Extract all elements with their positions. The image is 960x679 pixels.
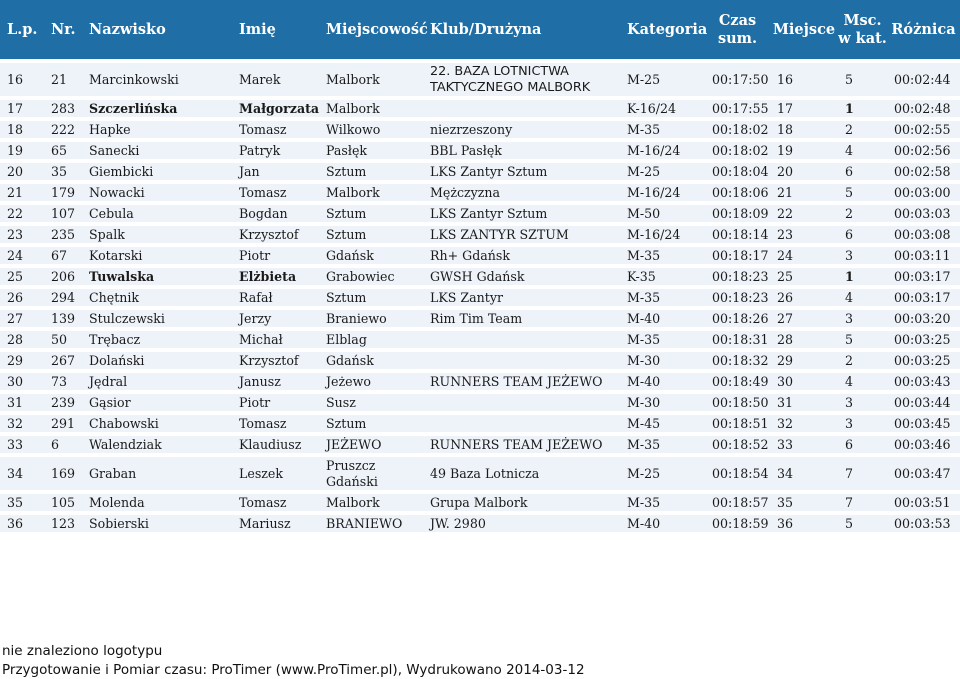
- cell-czas: 00:18:17: [705, 247, 770, 264]
- cell-czas: 00:18:06: [705, 184, 770, 201]
- cell-miejsce: 22: [770, 205, 838, 222]
- cell-nazwisko: Cebula: [82, 205, 232, 222]
- cell-roznica: 00:03:46: [887, 436, 960, 453]
- cell-imie: Jan: [232, 163, 319, 180]
- cell-lp: 18: [0, 121, 44, 138]
- cell-msc: 6: [838, 226, 887, 243]
- cell-imie: Małgorzata: [232, 100, 319, 117]
- cell-nr: 50: [44, 331, 82, 348]
- cell-czas: 00:18:04: [705, 163, 770, 180]
- cell-msc: 6: [838, 436, 887, 453]
- cell-nazwisko: Stulczewski: [82, 310, 232, 327]
- cell-lp: 23: [0, 226, 44, 243]
- header-row: [0, 0, 960, 59]
- cell-nr: 105: [44, 494, 82, 511]
- cell-miejscowosc: Pruszcz Gdański: [319, 457, 423, 490]
- cell-kategoria: K-35: [620, 268, 705, 285]
- cell-miejsce: 19: [770, 142, 838, 159]
- cell-kategoria: M-16/24: [620, 142, 705, 159]
- cell-miejscowosc: Grabowiec: [319, 268, 423, 285]
- col-header-miejscowosc: Miejscowość: [319, 0, 423, 59]
- cell-czas: 00:18:54: [705, 457, 770, 490]
- cell-nr: 21: [44, 63, 82, 96]
- cell-roznica: 00:03:51: [887, 494, 960, 511]
- table-row: [0, 494, 960, 511]
- cell-miejscowosc: Sztum: [319, 163, 423, 180]
- cell-imie: Tomasz: [232, 121, 319, 138]
- col-header-klub: Klub/Drużyna: [423, 0, 620, 59]
- table-row: [0, 436, 960, 453]
- table-row: [0, 289, 960, 306]
- cell-klub: RUNNERS TEAM JEŻEWO: [423, 436, 620, 453]
- table-row: [0, 205, 960, 222]
- cell-lp: 29: [0, 352, 44, 369]
- cell-nazwisko: Giembicki: [82, 163, 232, 180]
- cell-klub: [423, 100, 620, 117]
- cell-msc: 5: [838, 331, 887, 348]
- table-row: [0, 63, 960, 96]
- cell-imie: Jerzy: [232, 310, 319, 327]
- cell-imie: Tomasz: [232, 494, 319, 511]
- cell-klub: LKS ZANTYR SZTUM: [423, 226, 620, 243]
- cell-czas: 00:18:49: [705, 373, 770, 390]
- cell-nazwisko: Nowacki: [82, 184, 232, 201]
- cell-klub: Rim Tim Team: [423, 310, 620, 327]
- cell-nazwisko: Jędral: [82, 373, 232, 390]
- cell-czas: 00:17:50: [705, 63, 770, 96]
- cell-imie: Leszek: [232, 457, 319, 490]
- cell-klub: [423, 352, 620, 369]
- cell-msc: 3: [838, 394, 887, 411]
- cell-nazwisko: Graban: [82, 457, 232, 490]
- cell-imie: Janusz: [232, 373, 319, 390]
- cell-kategoria: M-35: [620, 436, 705, 453]
- footer-credits: Przygotowanie i Pomiar czasu: ProTimer (www.ProTimer.pl), Wydrukowano 2014-03-12: [2, 662, 585, 678]
- cell-imie: Piotr: [232, 247, 319, 264]
- cell-klub: [423, 394, 620, 411]
- cell-czas: 00:18:32: [705, 352, 770, 369]
- cell-roznica: 00:03:25: [887, 352, 960, 369]
- cell-miejscowosc: Sztum: [319, 205, 423, 222]
- cell-lp: 28: [0, 331, 44, 348]
- cell-nr: 67: [44, 247, 82, 264]
- table-row: [0, 310, 960, 327]
- col-header-imie: Imię: [232, 0, 319, 59]
- cell-msc: 4: [838, 142, 887, 159]
- cell-czas: 00:17:55: [705, 100, 770, 117]
- cell-lp: 33: [0, 436, 44, 453]
- cell-msc: 5: [838, 63, 887, 96]
- cell-msc: 6: [838, 163, 887, 180]
- cell-roznica: 00:02:44: [887, 63, 960, 96]
- cell-lp: 20: [0, 163, 44, 180]
- cell-msc: 2: [838, 205, 887, 222]
- cell-klub: GWSH Gdańsk: [423, 268, 620, 285]
- cell-miejsce: 16: [770, 63, 838, 96]
- cell-nazwisko: Walendziak: [82, 436, 232, 453]
- table-row: [0, 100, 960, 117]
- cell-kategoria: M-45: [620, 415, 705, 432]
- cell-miejscowosc: BRANIEWO: [319, 515, 423, 532]
- cell-nr: 179: [44, 184, 82, 201]
- cell-miejsce: 20: [770, 163, 838, 180]
- table-row: [0, 268, 960, 285]
- cell-imie: Mariusz: [232, 515, 319, 532]
- cell-klub: [423, 331, 620, 348]
- cell-klub: LKS Zantyr Sztum: [423, 205, 620, 222]
- cell-miejscowosc: Malbork: [319, 100, 423, 117]
- cell-nazwisko: Chętnik: [82, 289, 232, 306]
- cell-msc: 5: [838, 184, 887, 201]
- cell-miejscowosc: Sztum: [319, 415, 423, 432]
- cell-lp: 31: [0, 394, 44, 411]
- cell-nr: 222: [44, 121, 82, 138]
- cell-nr: 206: [44, 268, 82, 285]
- cell-kategoria: M-40: [620, 373, 705, 390]
- cell-nr: 294: [44, 289, 82, 306]
- cell-klub: RUNNERS TEAM JEŻEWO: [423, 373, 620, 390]
- cell-nazwisko: Spalk: [82, 226, 232, 243]
- cell-nr: 123: [44, 515, 82, 532]
- cell-klub: Grupa Malbork: [423, 494, 620, 511]
- cell-kategoria: M-16/24: [620, 184, 705, 201]
- cell-miejsce: 32: [770, 415, 838, 432]
- cell-roznica: 00:03:03: [887, 205, 960, 222]
- cell-miejscowosc: Malbork: [319, 184, 423, 201]
- cell-miejscowosc: Braniewo: [319, 310, 423, 327]
- cell-miejscowosc: Sztum: [319, 289, 423, 306]
- cell-miejscowosc: Sztum: [319, 226, 423, 243]
- cell-msc: 4: [838, 289, 887, 306]
- cell-czas: 00:18:51: [705, 415, 770, 432]
- cell-imie: Marek: [232, 63, 319, 96]
- cell-miejscowosc: Gdańsk: [319, 247, 423, 264]
- cell-roznica: 00:03:08: [887, 226, 960, 243]
- cell-klub: Rh+ Gdańsk: [423, 247, 620, 264]
- col-header-czas: Czas sum.: [705, 0, 770, 59]
- cell-msc: 1: [838, 268, 887, 285]
- cell-imie: Rafał: [232, 289, 319, 306]
- cell-nazwisko: Gąsior: [82, 394, 232, 411]
- cell-nr: 73: [44, 373, 82, 390]
- cell-miejsce: 35: [770, 494, 838, 511]
- cell-miejscowosc: Malbork: [319, 63, 423, 96]
- cell-msc: 7: [838, 494, 887, 511]
- cell-kategoria: M-40: [620, 310, 705, 327]
- cell-kategoria: M-16/24: [620, 226, 705, 243]
- cell-lp: 34: [0, 457, 44, 490]
- cell-kategoria: M-30: [620, 394, 705, 411]
- cell-msc: 3: [838, 247, 887, 264]
- cell-miejscowosc: Wilkowo: [319, 121, 423, 138]
- cell-klub: LKS Zantyr: [423, 289, 620, 306]
- cell-roznica: 00:03:45: [887, 415, 960, 432]
- col-header-kategoria: Kategoria: [620, 0, 705, 59]
- cell-nazwisko: Hapke: [82, 121, 232, 138]
- cell-klub: 22. BAZA LOTNICTWA TAKTYCZNEGO MALBORK: [423, 63, 620, 96]
- cell-nr: 139: [44, 310, 82, 327]
- cell-klub: JW. 2980: [423, 515, 620, 532]
- cell-nazwisko: Molenda: [82, 494, 232, 511]
- cell-imie: Tomasz: [232, 415, 319, 432]
- cell-miejsce: 25: [770, 268, 838, 285]
- cell-miejsce: 31: [770, 394, 838, 411]
- table-row: [0, 352, 960, 369]
- cell-roznica: 00:03:25: [887, 331, 960, 348]
- cell-roznica: 00:02:48: [887, 100, 960, 117]
- cell-nazwisko: Chabowski: [82, 415, 232, 432]
- cell-roznica: 00:03:17: [887, 268, 960, 285]
- cell-czas: 00:18:23: [705, 289, 770, 306]
- cell-miejsce: 36: [770, 515, 838, 532]
- cell-miejsce: 17: [770, 100, 838, 117]
- cell-nr: 239: [44, 394, 82, 411]
- cell-miejsce: 28: [770, 331, 838, 348]
- cell-imie: Krzysztof: [232, 352, 319, 369]
- cell-miejsce: 34: [770, 457, 838, 490]
- col-header-miejsce: Miejsce: [770, 0, 838, 59]
- cell-msc: 3: [838, 415, 887, 432]
- cell-lp: 35: [0, 494, 44, 511]
- cell-kategoria: K-16/24: [620, 100, 705, 117]
- cell-miejsce: 29: [770, 352, 838, 369]
- cell-lp: 25: [0, 268, 44, 285]
- cell-roznica: 00:02:58: [887, 163, 960, 180]
- cell-nazwisko: Dolański: [82, 352, 232, 369]
- cell-czas: 00:18:02: [705, 121, 770, 138]
- cell-lp: 26: [0, 289, 44, 306]
- cell-nr: 107: [44, 205, 82, 222]
- cell-lp: 17: [0, 100, 44, 117]
- cell-miejscowosc: Susz: [319, 394, 423, 411]
- cell-klub: 49 Baza Lotnicza: [423, 457, 620, 490]
- table-row: [0, 121, 960, 138]
- cell-czas: 00:18:26: [705, 310, 770, 327]
- cell-nazwisko: Kotarski: [82, 247, 232, 264]
- table-row: [0, 394, 960, 411]
- cell-nr: 169: [44, 457, 82, 490]
- cell-imie: Krzysztof: [232, 226, 319, 243]
- cell-msc: 4: [838, 373, 887, 390]
- cell-klub: LKS Zantyr Sztum: [423, 163, 620, 180]
- cell-imie: Bogdan: [232, 205, 319, 222]
- cell-roznica: 00:03:43: [887, 373, 960, 390]
- cell-klub: Mężczyzna: [423, 184, 620, 201]
- cell-czas: 00:18:31: [705, 331, 770, 348]
- cell-miejscowosc: Gdańsk: [319, 352, 423, 369]
- cell-klub: niezrzeszony: [423, 121, 620, 138]
- cell-nr: 35: [44, 163, 82, 180]
- cell-lp: 19: [0, 142, 44, 159]
- cell-miejsce: 21: [770, 184, 838, 201]
- cell-kategoria: M-35: [620, 331, 705, 348]
- col-header-msc-kat: Msc. w kat.: [838, 0, 887, 59]
- cell-msc: 7: [838, 457, 887, 490]
- cell-lp: 36: [0, 515, 44, 532]
- cell-msc: 3: [838, 310, 887, 327]
- table-row: [0, 331, 960, 348]
- cell-roznica: 00:03:11: [887, 247, 960, 264]
- table-row: [0, 184, 960, 201]
- cell-imie: Patryk: [232, 142, 319, 159]
- cell-roznica: 00:03:20: [887, 310, 960, 327]
- cell-kategoria: M-25: [620, 163, 705, 180]
- cell-nr: 235: [44, 226, 82, 243]
- cell-nazwisko: Trębacz: [82, 331, 232, 348]
- cell-lp: 21: [0, 184, 44, 201]
- cell-nr: 6: [44, 436, 82, 453]
- cell-kategoria: M-35: [620, 247, 705, 264]
- cell-miejscowosc: Pasłęk: [319, 142, 423, 159]
- cell-kategoria: M-35: [620, 494, 705, 511]
- cell-kategoria: M-25: [620, 457, 705, 490]
- table-row: [0, 226, 960, 243]
- cell-lp: 24: [0, 247, 44, 264]
- cell-miejsce: 18: [770, 121, 838, 138]
- cell-czas: 00:18:14: [705, 226, 770, 243]
- table-row: [0, 457, 960, 490]
- cell-lp: 27: [0, 310, 44, 327]
- cell-roznica: 00:03:47: [887, 457, 960, 490]
- cell-kategoria: M-30: [620, 352, 705, 369]
- cell-czas: 00:18:09: [705, 205, 770, 222]
- cell-lp: 32: [0, 415, 44, 432]
- cell-miejscowosc: Malbork: [319, 494, 423, 511]
- table-row: [0, 515, 960, 532]
- cell-miejsce: 33: [770, 436, 838, 453]
- cell-roznica: 00:03:00: [887, 184, 960, 201]
- cell-czas: 00:18:23: [705, 268, 770, 285]
- cell-imie: Michał: [232, 331, 319, 348]
- cell-roznica: 00:02:55: [887, 121, 960, 138]
- cell-nazwisko: Sanecki: [82, 142, 232, 159]
- col-header-nr: Nr.: [44, 0, 82, 59]
- cell-kategoria: M-50: [620, 205, 705, 222]
- cell-miejscowosc: Elblag: [319, 331, 423, 348]
- cell-kategoria: M-25: [620, 63, 705, 96]
- table-row: [0, 163, 960, 180]
- cell-nr: 291: [44, 415, 82, 432]
- cell-imie: Elżbieta: [232, 268, 319, 285]
- table-row: [0, 373, 960, 390]
- cell-kategoria: M-35: [620, 289, 705, 306]
- cell-czas: 00:18:52: [705, 436, 770, 453]
- table-row: [0, 142, 960, 159]
- cell-roznica: 00:03:44: [887, 394, 960, 411]
- cell-czas: 00:18:02: [705, 142, 770, 159]
- cell-lp: 16: [0, 63, 44, 96]
- cell-nazwisko: Marcinkowski: [82, 63, 232, 96]
- cell-imie: Piotr: [232, 394, 319, 411]
- cell-nr: 267: [44, 352, 82, 369]
- cell-kategoria: M-40: [620, 515, 705, 532]
- cell-imie: Klaudiusz: [232, 436, 319, 453]
- cell-lp: 30: [0, 373, 44, 390]
- cell-miejscowosc: Jeżewo: [319, 373, 423, 390]
- cell-nr: 65: [44, 142, 82, 159]
- cell-klub: [423, 415, 620, 432]
- cell-miejsce: 30: [770, 373, 838, 390]
- table-row: [0, 415, 960, 432]
- cell-czas: 00:18:59: [705, 515, 770, 532]
- table-row: [0, 247, 960, 264]
- cell-roznica: 00:03:53: [887, 515, 960, 532]
- cell-czas: 00:18:50: [705, 394, 770, 411]
- cell-msc: 5: [838, 515, 887, 532]
- cell-nr: 283: [44, 100, 82, 117]
- cell-imie: Tomasz: [232, 184, 319, 201]
- cell-msc: 2: [838, 121, 887, 138]
- cell-miejsce: 23: [770, 226, 838, 243]
- cell-czas: 00:18:57: [705, 494, 770, 511]
- cell-roznica: 00:03:17: [887, 289, 960, 306]
- cell-roznica: 00:02:56: [887, 142, 960, 159]
- cell-nazwisko: Tuwalska: [82, 268, 232, 285]
- cell-nazwisko: Szczerlińska: [82, 100, 232, 117]
- cell-lp: 22: [0, 205, 44, 222]
- cell-miejsce: 26: [770, 289, 838, 306]
- cell-msc: 2: [838, 352, 887, 369]
- cell-miejscowosc: JEŻEWO: [319, 436, 423, 453]
- cell-nazwisko: Sobierski: [82, 515, 232, 532]
- logo-note: nie znaleziono logotypu: [2, 643, 163, 659]
- cell-miejsce: 27: [770, 310, 838, 327]
- col-header-lp: L.p.: [0, 0, 44, 59]
- results-body: [0, 63, 960, 532]
- col-header-nazwisko: Nazwisko: [82, 0, 232, 59]
- cell-miejsce: 24: [770, 247, 838, 264]
- cell-kategoria: M-35: [620, 121, 705, 138]
- col-header-roznica: Różnica: [887, 0, 960, 59]
- cell-msc: 1: [838, 100, 887, 117]
- cell-klub: BBL Pasłęk: [423, 142, 620, 159]
